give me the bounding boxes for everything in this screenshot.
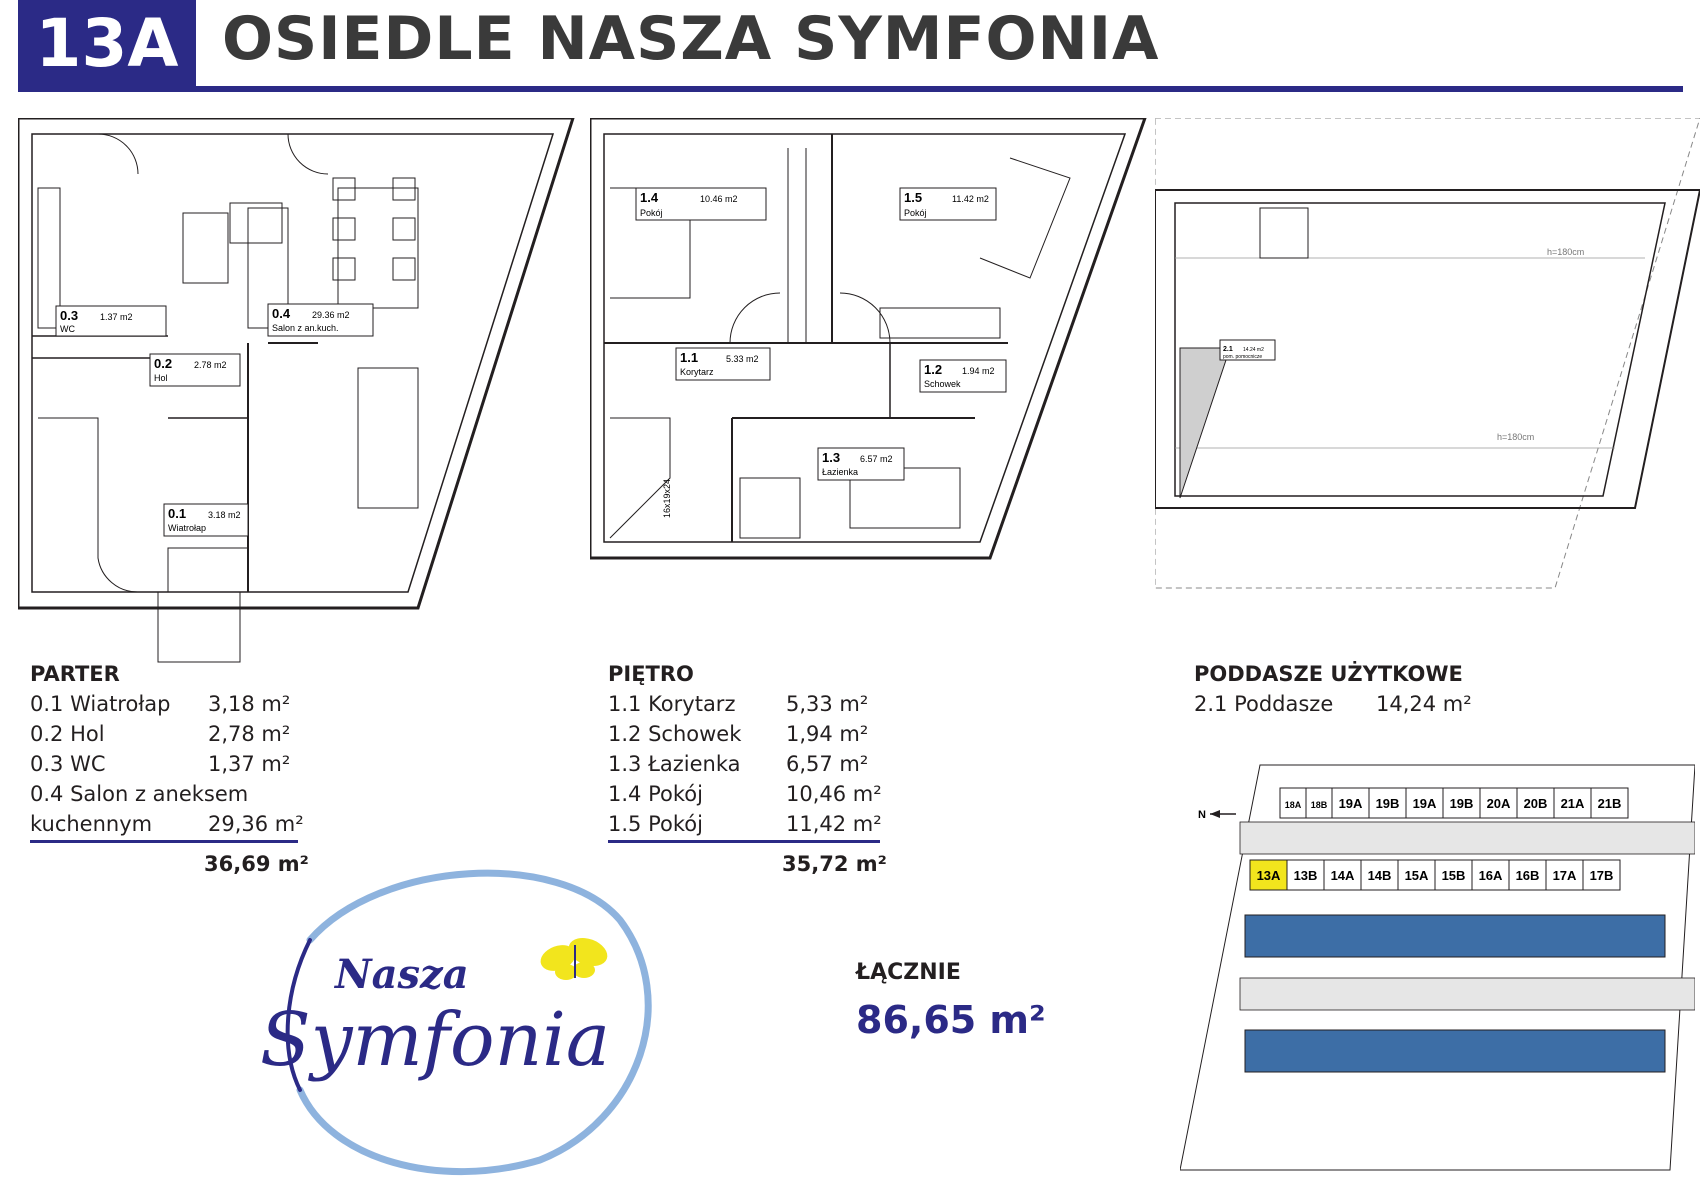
- room-num: 1.1: [680, 350, 699, 365]
- site-plot-label: 19A: [1338, 796, 1363, 811]
- room-area: 10.46 m2: [700, 194, 738, 204]
- site-plot-label: 19B: [1449, 796, 1474, 811]
- total-value: 86,65 m²: [856, 998, 1046, 1042]
- site-plot-label: 19A: [1412, 796, 1437, 811]
- attic-height-label: h=180cm: [1547, 247, 1585, 257]
- room-name: pom. pomocnicze: [1223, 354, 1263, 360]
- room-num: 0.1: [168, 506, 187, 521]
- site-plot-label: 20A: [1486, 796, 1511, 811]
- first-floor-plan: [590, 118, 1150, 618]
- room-area: 1.94 m2: [962, 366, 995, 376]
- room-row: 1.3 Łazienka 6,57 m²: [608, 752, 869, 776]
- site-plot-label: 18A: [1284, 800, 1302, 810]
- site-plot-label: 16A: [1478, 868, 1503, 883]
- header-underline: [18, 86, 1683, 92]
- site-plot-label: 14B: [1367, 868, 1392, 883]
- room-row: 2.1 Poddasze 14,24 m²: [1194, 692, 1472, 716]
- ground-sum-line: [30, 840, 298, 843]
- attic-plan: [1155, 118, 1700, 608]
- room-name: Wiatrołap: [168, 523, 207, 533]
- room-name: Hol: [154, 373, 168, 383]
- room-num: 0.3: [60, 308, 79, 323]
- room-area: 14.24 m2: [1243, 347, 1264, 353]
- room-name: Schowek: [924, 379, 961, 389]
- room-row: 0.3 WC 1,37 m²: [30, 752, 291, 776]
- site-plot-label: 18B: [1310, 800, 1328, 810]
- svg-text:N: N: [1198, 809, 1206, 821]
- room-row: 1.2 Schowek 1,94 m²: [608, 722, 869, 746]
- site-plot-label: 17B: [1589, 868, 1614, 883]
- room-area: 11.42 m2: [952, 194, 989, 204]
- site-plot-label: 14A: [1330, 868, 1355, 883]
- nasza-symfonia-logo: [240, 860, 680, 1180]
- page-title: OSIEDLE NASZA SYMFONIA: [222, 4, 1160, 74]
- room-num: 1.2: [924, 362, 943, 377]
- room-num: 1.4: [640, 190, 659, 205]
- room-area: 1.37 m2: [100, 312, 133, 322]
- site-plot-label: 21A: [1560, 796, 1585, 811]
- room-row: 0.2 Hol 2,78 m²: [30, 722, 291, 746]
- north-arrow: [1198, 809, 1236, 821]
- ground-floor-title: PARTER: [30, 662, 120, 686]
- room-name: Pokój: [640, 208, 663, 218]
- total-label: ŁĄCZNIE: [856, 960, 961, 985]
- attic-height-label: h=180cm: [1497, 432, 1535, 442]
- room-area: 6.57 m2: [860, 454, 893, 464]
- room-num: 0.4: [272, 306, 291, 321]
- room-row: 0.4 Salon z aneksem: [30, 782, 249, 806]
- room-num: 1.5: [904, 190, 923, 205]
- site-plot-label: 13B: [1293, 868, 1318, 883]
- room-area: 2.78 m2: [194, 360, 227, 370]
- first-floor-sum: 35,72 m²: [782, 852, 887, 876]
- room-name: Pokój: [904, 208, 927, 218]
- room-row: 1.5 Pokój 11,42 m²: [608, 812, 882, 836]
- room-row: 1.4 Pokój 10,46 m²: [608, 782, 882, 806]
- room-area: 29.36 m2: [312, 310, 350, 320]
- site-plot-label: 20B: [1523, 796, 1548, 811]
- room-name: WC: [60, 324, 75, 334]
- room-name: Salon z an.kuch.: [272, 323, 339, 333]
- room-name: Łazienka: [822, 467, 859, 477]
- ground-floor-sum: 36,69 m²: [204, 852, 309, 876]
- site-plot-label: 19B: [1375, 796, 1400, 811]
- room-area: 5.33 m2: [726, 354, 759, 364]
- site-plot-label: 15A: [1404, 868, 1429, 883]
- site-plot-label: 15B: [1441, 868, 1466, 883]
- site-plot-label: 17A: [1552, 868, 1577, 883]
- room-name: Korytarz: [680, 367, 714, 377]
- first-sum-line: [608, 840, 880, 843]
- room-num: 2.1: [1223, 346, 1233, 353]
- room-num: 0.2: [154, 356, 173, 371]
- attic-title: PODDASZE UŻYTKOWE: [1194, 662, 1463, 686]
- room-row: 1.1 Korytarz 5,33 m²: [608, 692, 869, 716]
- room-area: 3.18 m2: [208, 510, 241, 520]
- stair-label: 16x19x24: [662, 478, 672, 518]
- logo-line2: Symfonia: [260, 997, 611, 1083]
- site-plot-label: 13A: [1256, 868, 1281, 883]
- site-plot-label: 16B: [1515, 868, 1540, 883]
- ground-floor-plan: [18, 118, 578, 678]
- butterfly-icon: [537, 933, 611, 980]
- logo-line1: Nasza: [335, 951, 469, 998]
- first-floor-title: PIĘTRO: [608, 662, 694, 686]
- site-plot-label: 21B: [1597, 796, 1622, 811]
- site-map: [1180, 760, 1695, 1180]
- room-row: 0.1 Wiatrołap 3,18 m²: [30, 692, 291, 716]
- unit-badge: 13A: [18, 0, 196, 87]
- room-num: 1.3: [822, 450, 841, 465]
- room-row: kuchennym 29,36 m²: [30, 812, 304, 836]
